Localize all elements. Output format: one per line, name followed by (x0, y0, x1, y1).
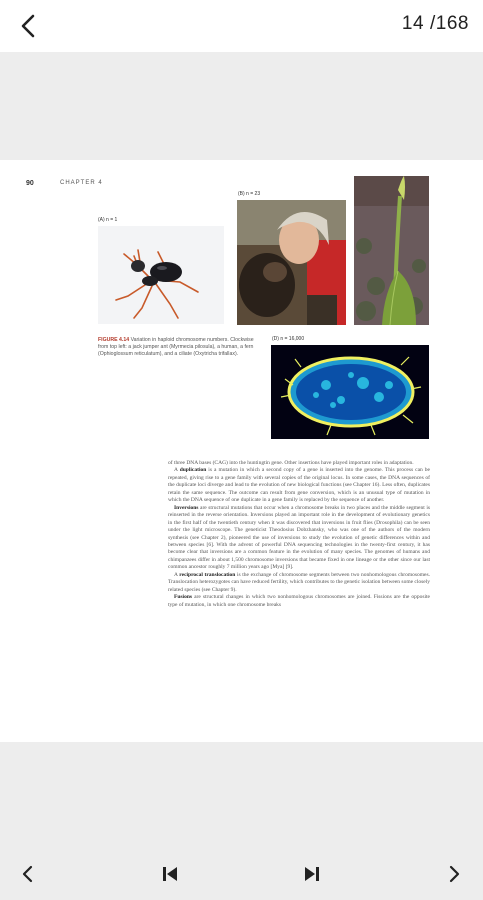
total-pages: /168 (430, 13, 469, 34)
bottom-navigation-bar (0, 848, 483, 900)
chapter-heading: CHAPTER 4 (60, 180, 103, 186)
previous-page-button[interactable] (16, 862, 40, 886)
chevron-right-icon (447, 865, 461, 883)
figure-caption-text: Variation in haploid chromosome numbers. Clockwise from top left: a jack jumper ant (Myrmecia pilosula), a human, a fern (Ophioglossum reticulatum), and a ciliate (Oxytricha trifallax). (98, 337, 254, 357)
back-button[interactable] (10, 8, 46, 44)
figure-label: FIGURE 4.14 (98, 337, 130, 343)
book-page (0, 160, 483, 742)
chevron-left-icon (21, 865, 35, 883)
skip-to-end-icon (303, 865, 321, 883)
image-label-d: (D) n = 16,000 (272, 336, 305, 342)
human-chimp-photo (237, 200, 346, 325)
paragraph-duplication: A duplication is a mutation in which a second copy of a gene is inserted into the genome. This process can be repeated, giving rise to a gene family with several copies of the original locus. In some cases, the DNA sequences of the duplicate loci diverge and lead to the evolution of new biological functions (see Chapter 16). Less often, duplicates retain the same sequence. The outcome can result from gene conversion, which is an unusual type of mutation in which the DNA sequence of one duplicate in a gene family is replaced by the sequence of another. (168, 467, 430, 504)
term-inversions: Inversions (174, 504, 199, 511)
paragraph-fusions: Fusions are structural changes in which two nonhomologous chromosomes are joined. Fissions are the opposite type of mutation, in which one chromosome breaks (168, 594, 430, 608)
paragraph-inversions: Inversions are structural mutations that occur when a chromosome breaks in two places and the middle segment is reinserted in the reverse orientation. Inversions played an important role in the development of evolutionary genetics in the first half of the twentieth century when it was discovered that inversions in fruit flies (Drosophila) can be seen under the light microscope. The geneticist Theodosius Dobzhansky, who was one of the authors of the modern synthesis (see Chapter 2), pioneered the use of inversions to study the evolution of genetic differences within and between species [6]. With the advent of powerful DNA sequencing technologies in the twenty-first century, it has become clear that inversions are a common feature in the evolution of many species. The genomes of humans and chimpanzees differ in about 1,500 chromosome inversions that became fixed in one lineage or the other since our last common ancestor roughly 7 million years ago [Mya] [9]. (168, 504, 430, 571)
page-counter (402, 13, 469, 35)
term-fusions: Fusions (174, 594, 193, 601)
paragraph-1: of three DNA bases (CAG) into the huntingtin gene. Other insertions have played important roles in adaptation. (168, 460, 414, 466)
ciliate-photo (271, 345, 429, 439)
last-page-button[interactable] (300, 862, 324, 886)
skip-to-start-icon (161, 865, 179, 883)
image-label-b: (B) n = 23 (238, 191, 261, 197)
back-arrow-icon (18, 13, 38, 39)
first-page-button[interactable] (158, 862, 182, 886)
term-reciprocal-translocation: reciprocal translocation (179, 571, 236, 578)
image-label-a: (A) n = 1 (98, 217, 118, 223)
fern-photo (354, 176, 429, 325)
top-bar (0, 0, 483, 52)
current-page-number: 14 (401, 13, 425, 34)
body-text (168, 460, 430, 609)
ant-photo (98, 226, 224, 324)
next-page-button[interactable] (442, 862, 466, 886)
term-duplication: duplication (179, 467, 207, 474)
paragraph-translocation: A reciprocal translocation is the exchange of chromosome segments between two nonhomologous chromosomes. Translocation heterozygotes can have reduced fertility, which contributes to the genetic isolation between some closely related species (see Chapter 9). (168, 571, 431, 593)
figure-caption (98, 337, 260, 358)
page-number: 90 (26, 180, 34, 187)
